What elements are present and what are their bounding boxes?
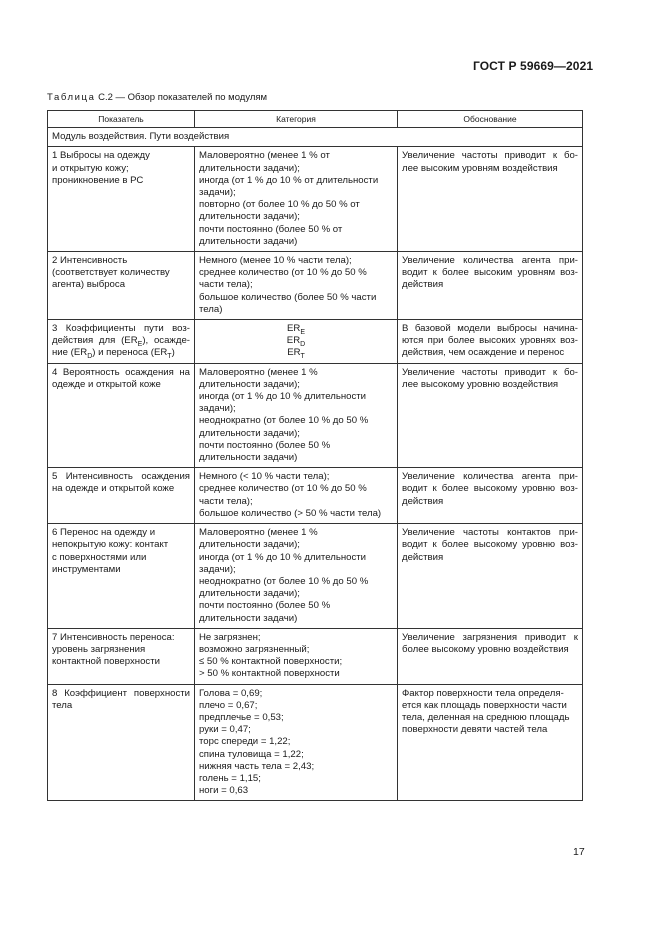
- table-row: [48, 524, 583, 629]
- category-line: большое количество (> 50 % части тела): [199, 507, 382, 519]
- category-line: тела): [199, 303, 223, 315]
- category-line: плечо = 0,67;: [199, 699, 258, 711]
- rationale-line: Фактор поверхности тела определя-: [402, 687, 564, 699]
- table-row: [48, 252, 583, 320]
- coefficient-label: [199, 323, 393, 335]
- category-line: длительности задачи);: [199, 162, 300, 174]
- category-line: длительности задачи);: [199, 588, 300, 600]
- indicator-line: с поверхностями или: [52, 551, 147, 563]
- coefficient-subscript: D: [300, 341, 306, 349]
- category-line: ноги = 0,63: [199, 785, 249, 797]
- rationale-cell: [398, 363, 583, 468]
- category-line: почти постоянно (более 50 % от: [199, 223, 343, 235]
- rationale-line: водит к более высокому уровню воз-: [402, 483, 578, 495]
- indicator-cell: [48, 320, 195, 364]
- rationale-cell: [398, 147, 583, 252]
- category-cell: [195, 628, 398, 684]
- category-line: Голова = 0,69;: [199, 687, 263, 699]
- rationale-line: Увеличение количества агента при-: [402, 471, 578, 483]
- category-cell: [195, 147, 398, 252]
- rationale-cell: [398, 684, 583, 801]
- category-line: неоднократно (от более 10 % до 50 %: [199, 415, 369, 427]
- indicator-line: агента) выброса: [52, 279, 126, 291]
- rationale-cell: [398, 628, 583, 684]
- indicator-line: (соответствует количеству: [52, 267, 170, 279]
- category-line: предплечье = 0,53;: [199, 711, 284, 723]
- indicator-line: [52, 347, 190, 359]
- category-line: длительности задачи);: [199, 378, 300, 390]
- table-row: [48, 363, 583, 468]
- indicator-line: инструментами: [52, 563, 121, 575]
- indicator-line: тела: [52, 699, 73, 711]
- category-line: нижняя часть тела = 2,43;: [199, 760, 315, 772]
- indicator-line: [52, 323, 190, 335]
- indicator-cell: [48, 684, 195, 801]
- category-line: Маловероятно (менее 1 %: [199, 527, 318, 539]
- indicator-text: ), осажде-: [142, 335, 190, 347]
- indicator-line: 4 Вероятность осаждения на: [52, 366, 190, 378]
- indicator-text: ) и переноса (ER: [92, 347, 168, 359]
- category-line: задачи);: [199, 403, 236, 415]
- rationale-line: Увеличение частоты контактов при-: [402, 527, 578, 539]
- rationale-line: Увеличение количества агента при-: [402, 255, 578, 267]
- table-caption-text: С.2 — Обзор показателей по модулям: [95, 92, 268, 103]
- category-cell: [195, 524, 398, 629]
- column-header-category: Категория: [195, 111, 398, 128]
- page-number: 17: [573, 846, 585, 858]
- indicator-line: проникновение в РС: [52, 174, 144, 186]
- category-line: длительности задачи);: [199, 427, 300, 439]
- rationale-line: ются при более высоких уровнях воз-: [402, 335, 578, 347]
- table-row: [48, 468, 583, 524]
- table-header-row: [48, 111, 583, 128]
- category-line: возможно загрязненный;: [199, 643, 310, 655]
- indicator-line: и открытую кожу;: [52, 162, 129, 174]
- indicator-line: 2 Интенсивность: [52, 255, 128, 267]
- category-line: спина туловища = 1,22;: [199, 748, 304, 760]
- rationale-line: тела, деленная на среднюю площадь: [402, 711, 570, 723]
- category-line: торс спереди = 1,22;: [199, 736, 291, 748]
- category-line: задачи);: [199, 187, 236, 199]
- category-line: части тела);: [199, 279, 253, 291]
- indicator-cell: [48, 628, 195, 684]
- category-line: среднее количество (от 10 % до 50 %: [199, 267, 367, 279]
- rationale-line: ется как площадь поверхности части: [402, 699, 567, 711]
- indicator-cell: [48, 524, 195, 629]
- category-line: почти постоянно (более 50 %: [199, 439, 331, 451]
- indicator-line: [52, 335, 190, 347]
- rationale-line: более высокому уровню воздействия: [402, 643, 569, 655]
- rationale-line: действия: [402, 551, 444, 563]
- section-title: Модуль воздействия. Пути воздействия: [48, 128, 583, 147]
- indicator-line: уровень загрязнения: [52, 643, 146, 655]
- category-line: Маловероятно (менее 1 % от: [199, 150, 330, 162]
- category-cell: [195, 320, 398, 364]
- indicator-line: 5 Интенсивность осаждения: [52, 471, 190, 483]
- table-row: [48, 684, 583, 801]
- category-line: > 50 % контактной поверхности: [199, 668, 340, 680]
- coefficient-subscript: E: [300, 328, 305, 336]
- table-caption: [47, 92, 267, 103]
- indicator-text: ): [171, 347, 175, 359]
- category-line: Немного (менее 10 % части тела);: [199, 255, 352, 267]
- coefficient-base: ER: [287, 347, 301, 359]
- category-cell: [195, 363, 398, 468]
- category-line: длительности задачи): [199, 452, 298, 464]
- rationale-line: Увеличение загрязнения приводит к: [402, 631, 578, 643]
- category-line: иногда (от 1 % до 10 % длительности: [199, 551, 367, 563]
- indicator-text: ние (ER: [52, 347, 88, 359]
- indicator-subscript: T: [167, 353, 172, 361]
- category-line: задачи);: [199, 563, 236, 575]
- coefficient-subscript: T: [300, 353, 305, 361]
- category-line: Не загрязнен;: [199, 631, 261, 643]
- rationale-cell: [398, 252, 583, 320]
- category-line: повторно (от более 10 % до 50 % от: [199, 199, 360, 211]
- rationale-line: В базовой модели выбросы начина-: [402, 323, 578, 335]
- category-cell: [195, 684, 398, 801]
- rationale-line: действия: [402, 495, 444, 507]
- category-line: длительности задачи): [199, 612, 298, 624]
- rationale-line: водит к более высокому уровню воз-: [402, 539, 578, 551]
- indicator-cell: [48, 252, 195, 320]
- rationale-cell: [398, 468, 583, 524]
- indicator-cell: [48, 363, 195, 468]
- category-line: иногда (от 1 % до 10 % от длительности: [199, 174, 379, 186]
- table-row: [48, 147, 583, 252]
- category-line: среднее количество (от 10 % до 50 %: [199, 483, 367, 495]
- rationale-cell: [398, 320, 583, 364]
- table-row: [48, 320, 583, 364]
- coefficient-label: [199, 335, 393, 347]
- indicator-subscript: D: [87, 353, 93, 361]
- indicator-text: действия для (ER: [52, 335, 138, 347]
- category-line: Маловероятно (менее 1 %: [199, 366, 318, 378]
- coefficient-label: [199, 347, 393, 359]
- document-standard-number: ГОСТ Р 59669—2021: [473, 59, 594, 73]
- rationale-line: лее высоким уровням воздействия: [402, 162, 558, 174]
- category-line: почти постоянно (более 50 %: [199, 600, 331, 612]
- category-line: длительности задачи): [199, 235, 298, 247]
- indicator-line: на одежде и открытой коже: [52, 483, 175, 495]
- rationale-line: действия, чем осаждение и перенос: [402, 347, 565, 359]
- category-line: ≤ 50 % контактной поверхности;: [199, 656, 343, 668]
- indicator-line: 8 Коэффициент поверхности: [52, 687, 190, 699]
- table-row: [48, 628, 583, 684]
- category-line: голень = 1,15;: [199, 772, 261, 784]
- indicator-text: 3 Коэффициенты пути воз-: [52, 323, 190, 335]
- category-cell: [195, 252, 398, 320]
- category-line: неоднократно (от более 10 % до 50 %: [199, 575, 369, 587]
- category-line: иногда (от 1 % до 10 % длительности: [199, 391, 367, 403]
- indicator-cell: [48, 468, 195, 524]
- table-caption-prefix: Таблица: [47, 92, 96, 103]
- coefficient-base: ER: [286, 335, 301, 347]
- column-header-indicator: Показатель: [48, 111, 195, 128]
- column-header-rationale: Обоснование: [398, 111, 583, 128]
- indicator-line: непокрытую кожу: контакт: [52, 539, 169, 551]
- indicator-subscript: E: [137, 341, 143, 349]
- category-line: части тела);: [199, 495, 253, 507]
- rationale-line: Увеличение частоты приводит к бо-: [402, 366, 578, 378]
- indicator-line: одежде и открытой коже: [52, 378, 161, 390]
- indicator-line: 1 Выбросы на одежду: [52, 150, 150, 162]
- rationale-line: действия: [402, 279, 444, 291]
- coefficient-base: ER: [287, 323, 301, 335]
- category-line: длительности задачи);: [199, 539, 300, 551]
- rationale-line: лее высокому уровню воздействия: [402, 378, 559, 390]
- category-cell: [195, 468, 398, 524]
- category-line: Немного (< 10 % части тела);: [199, 471, 330, 483]
- indicators-table: [47, 110, 583, 801]
- indicator-line: 6 Перенос на одежду и: [52, 527, 156, 539]
- rationale-line: Увеличение частоты приводит к бо-: [402, 150, 578, 162]
- indicator-line: контактной поверхности: [52, 656, 160, 668]
- section-row: [48, 128, 583, 147]
- category-line: большое количество (более 50 % части: [199, 291, 377, 303]
- rationale-line: поверхности девяти частей тела: [402, 724, 548, 736]
- rationale-line: водит к более высоким уровням воз-: [402, 267, 578, 279]
- category-line: длительности задачи);: [199, 211, 300, 223]
- rationale-cell: [398, 524, 583, 629]
- indicator-cell: [48, 147, 195, 252]
- category-line: руки = 0,47;: [199, 724, 251, 736]
- indicator-line: 7 Интенсивность переноса:: [52, 631, 175, 643]
